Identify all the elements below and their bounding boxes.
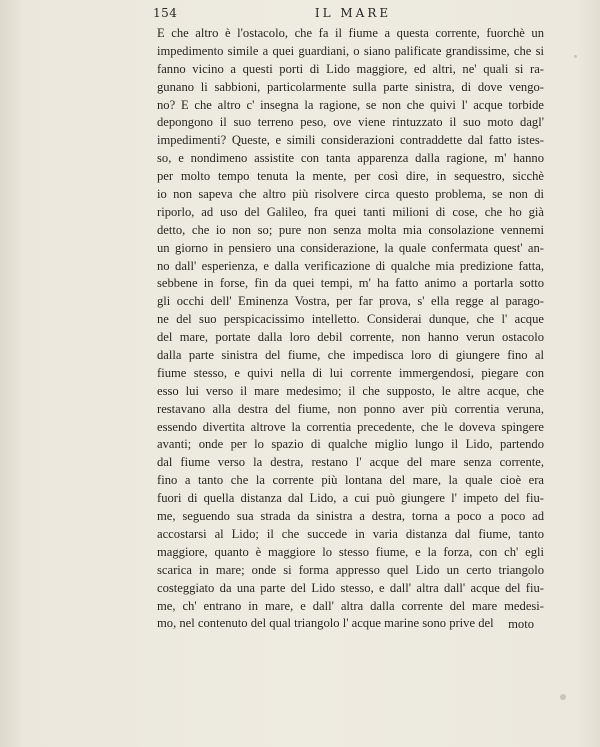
text-line: dalla parte sinistra del fiume, che impedisca loro di giungere fino al [157, 348, 544, 363]
text-line: gli occhi dell' Eminenza Vostra, per far prova, s' ella regge al parago- [157, 294, 544, 309]
text-line: fino a tanto che la corrente più lontana del mare, la quale cioè era [157, 473, 544, 488]
catchword: moto [508, 617, 534, 631]
text-line: essendo divertita altrove la correntia precedente, che le doveva spingere [157, 419, 544, 434]
paper-spot [574, 55, 577, 58]
text-line: E che altro è l'ostacolo, che fa il fiume a questa corrente, fuorchè un [157, 26, 544, 40]
text-line: scarica in mare; onde si forma appresso quel Lido un certo triangolo [157, 562, 544, 577]
text-line: riporlo, ad uso del Galileo, fra quei tanti milioni di cose, che ho già [157, 204, 544, 219]
text-line: costeggiato da una parte del Lido stesso, e dall' altra dall' acque del fiu- [157, 580, 544, 595]
text-line: fanno vicino a questi porti di Lido maggiore, ed altri, ne' quali si ra- [157, 61, 544, 76]
text-line: maggiore, quanto è maggiore lo stesso fiume, e la forza, con ch' egli [157, 544, 544, 559]
text-line: impedimento simile a quei guardiani, o siano palificate grandissime, che si [157, 43, 544, 58]
text-line: per molto tempo tenuta la mente, per così dire, in sequestro, sicchè [157, 169, 544, 184]
text-line: avanti; onde per lo spazio di qualche miglio lungo il Lido, partendo [157, 437, 544, 452]
text-line: no dall' esperienza, e dalla verificazione di qualche mia predizione fatta, [157, 258, 544, 273]
text-line: depongono il suo terreno peso, ove viene rintuzzato il suo moto dagl' [157, 115, 544, 130]
text-line: gunano li sabbioni, particolarmente sulla parte sinistra, di dove vengo- [157, 79, 544, 94]
text-line: mo, nel contenuto del qual triangolo l' acque marine sono prive del [157, 616, 494, 631]
text-line: un giorno in pensiero una considerazione, la quale confermata quest' an- [157, 240, 544, 255]
text-line: fuori di quella distanza dal Lido, a cui può giungere l' impeto del fiu- [157, 491, 544, 506]
text-line: so, e nondimeno assistite con tanta apparenza dalla ragione, m' hanno [157, 151, 544, 166]
text-line: del mare, portate dalla loro debil corrente, non hanno verun ostacolo [157, 330, 544, 345]
text-line: restavano alla destra del fiume, non ponno aver più correntia veruna, [157, 401, 544, 416]
page-number: 154 [153, 6, 178, 20]
text-line: me, seguendo sua strada da sinistra a destra, torna a poco a poco ad [157, 509, 544, 524]
text-line: fiume stesso, e quivi nella di lui corrente immergendosi, piegare con [157, 365, 544, 380]
text-line: me, ch' entrano in mare, e dall' altra dalla corrente del mare medesi- [157, 598, 544, 613]
text-line: no? E che altro c' insegna la ragione, se non che quivi l' acque torbide [157, 97, 544, 112]
text-line: sebbene in forse, fin da quei tempi, m' ha fatto animo a portarla sotto [157, 276, 544, 291]
paper-spot [560, 694, 566, 700]
running-title: IL MARE [314, 6, 392, 20]
page-header [153, 4, 553, 26]
text-line: impedimenti? Queste, e simili considerazioni contraddette dal fatto istes- [157, 133, 544, 148]
body-text [157, 25, 544, 633]
text-line: io non sapeva che altro più risolvere circa questo problema, se non di [157, 187, 544, 202]
text-line: ne del suo perspicacissimo intelletto. Considerai dunque, che l' acque [157, 312, 544, 327]
text-line: dal fiume verso la destra, restano l' acque del mare senza corrente, [157, 455, 544, 470]
text-line: detto, che io non so; pure non senza molta mia consolazione vennemi [157, 222, 544, 237]
text-line: esso lui verso il mare medesimo; il che supposto, le altre acque, che [157, 383, 544, 398]
text-line: accostarsi al Lido; il che succede in varia distanza dal fiume, tanto [157, 526, 544, 541]
